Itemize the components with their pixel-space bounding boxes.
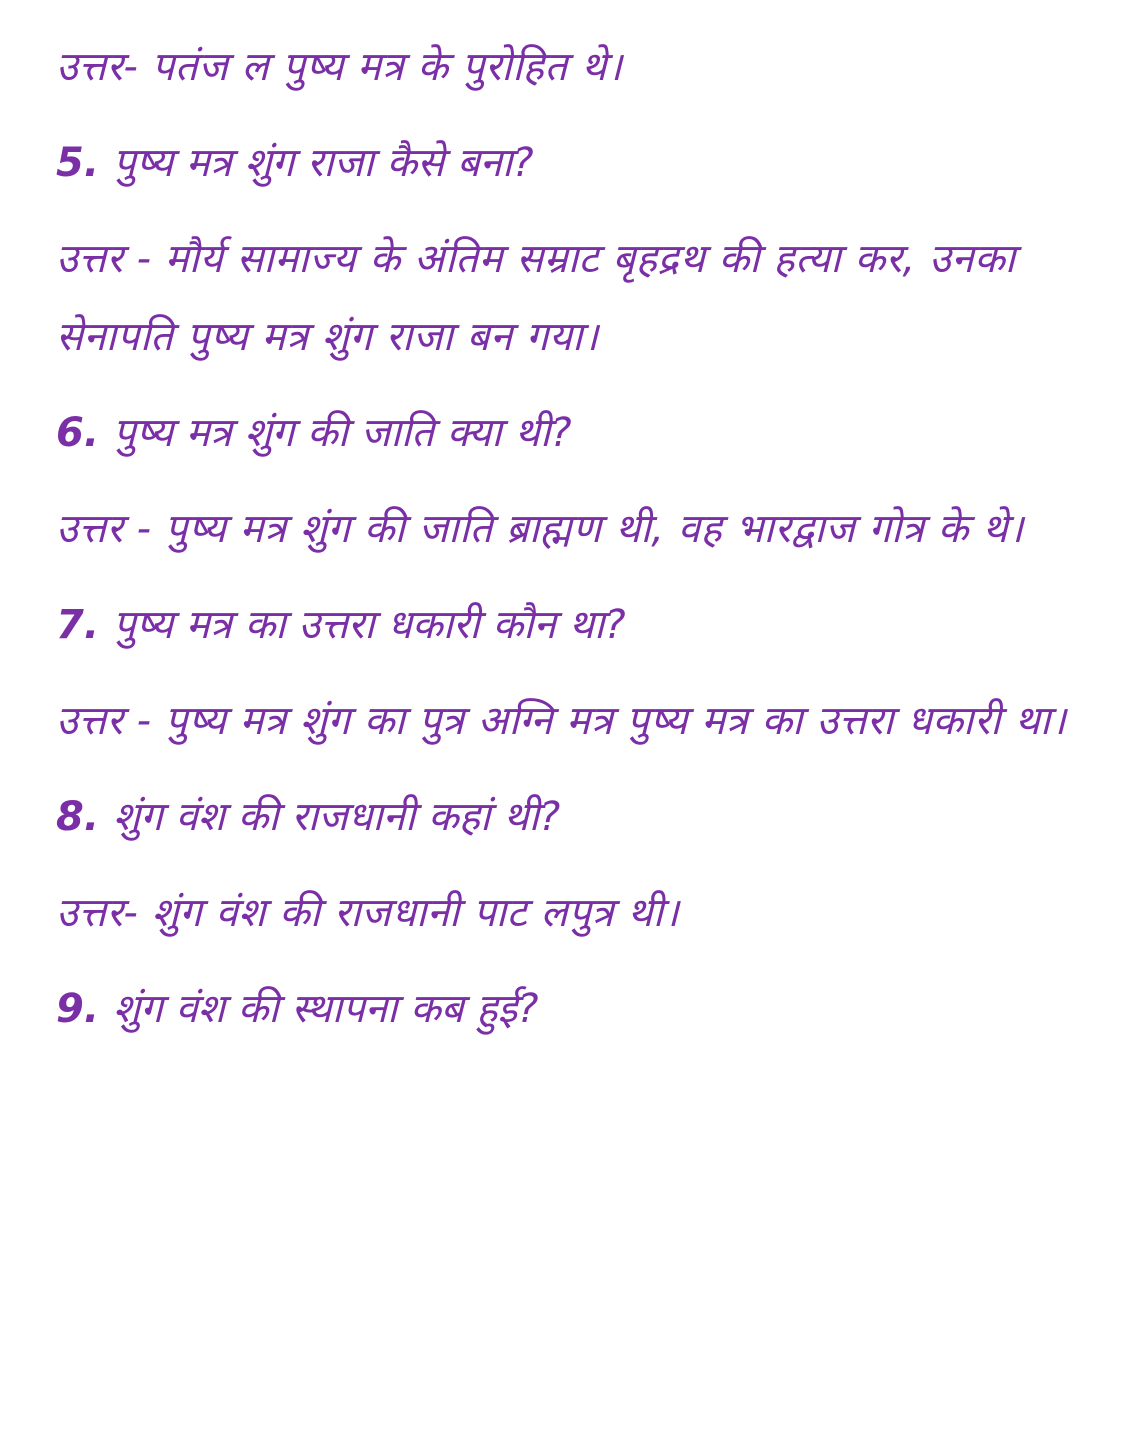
answer-8: उत्तर- शुंग वंश की राजधानी पाट लपुत्र थी। [56, 890, 680, 936]
question-text: पुष्य मत्र का उत्तरा धकारी कौन था? [113, 602, 626, 648]
question-6 [56, 394, 1087, 472]
answer-6: उत्तर - पुष्य मत्र शुंग की जाति ब्राह्मण थी, वह भारद्वाज गोत्र के थे। [56, 506, 1024, 552]
question-5 [56, 124, 1087, 202]
question-number: 5. [56, 140, 100, 186]
question-text: पुष्य मत्र शुंग की जाति क्या थी? [113, 410, 572, 456]
question-number: 6. [56, 410, 100, 456]
question-number: 7. [56, 602, 100, 648]
question-text: शुंग वंश की राजधानी कहां थी? [113, 794, 561, 840]
question-9 [56, 970, 1087, 1048]
question-7 [56, 586, 1087, 664]
question-text: शुंग वंश की स्थापना कब हुई? [113, 986, 539, 1032]
answer-7: उत्तर - पुष्य मत्र शुंग का पुत्र अग्नि मत्र पुष्य मत्र का उत्तरा धकारी था। [56, 698, 1067, 744]
answer-4: उत्तर- पतंज ल पुष्य मत्र के पुरोहित थे। [56, 44, 623, 90]
question-number: 8. [56, 794, 100, 840]
question-number: 9. [56, 986, 100, 1032]
question-8 [56, 778, 1087, 856]
answer-5: उत्तर - मौर्य सामाज्य के अंतिम सम्राट बृहद्रथ की हत्या कर, उनका सेनापति पुष्य मत्र शुंग राजा बन गया। [56, 236, 1016, 360]
question-text: पुष्य मत्र शुंग राजा कैसे बना? [113, 140, 534, 186]
